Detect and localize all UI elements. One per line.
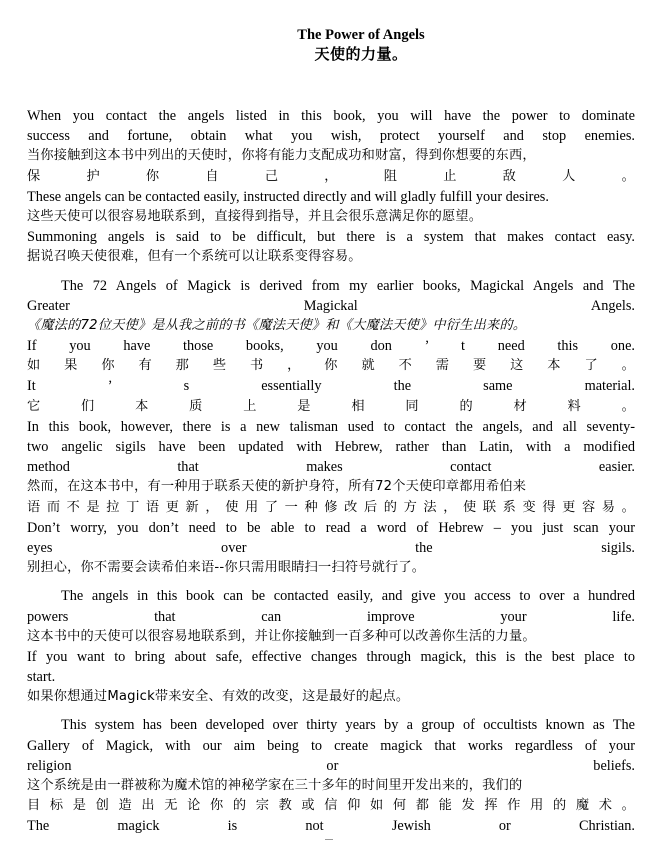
text-line-chinese: 这些天使可以很容易地联系到，直接得到指导，并且会很乐意满足你的愿望。 (27, 208, 483, 224)
text-line-chinese: 它 们 本 质 上 是 相 同 的 材 料 。 (27, 398, 635, 414)
paragraph-gap (27, 707, 635, 715)
text-line: This system has been developed over thirty years by a group of occultists known as The (61, 717, 635, 734)
text-line: method that makes contact easier. (27, 459, 635, 476)
text-line: two angelic sigils have been updated with Hebrew, rather than Latin, with a modified (27, 439, 635, 455)
text-line-chinese: 如 果 你 有 那 些 书 ， 你 就 不 需 要 这 本 了 。 (27, 358, 635, 374)
text-line: In this book, however, there is a new talisman used to contact the angels, and all seventy- (27, 418, 635, 435)
text-line: eyes over the sigils. (27, 539, 635, 556)
text-line-chinese: 目 标 是 创 造 出 无 论 你 的 宗 教 或 信 仰 如 何 都 能 发 挥 作 用 的 魔 术 。 (27, 798, 635, 814)
text-line: start. (27, 669, 56, 686)
text-line-chinese: 保 护 你 自 己 ， 阻 止 敌 人 。 (27, 168, 635, 184)
text-line: If you have those books, you don ’ t need this one. (27, 338, 635, 355)
text-line: Gallery of Magick, with our aim being to create magick that works regardless of your (27, 737, 635, 754)
text-line-chinese: 这本书中的天使可以很容易地联系到，并让你接触到一百多种可以改善你生活的力量。 (27, 628, 536, 644)
text-line: The 72 Angels of Magick is derived from my earlier books, Magickal Angels and The (61, 277, 635, 294)
text-line-chinese: 当你接触到这本书中列出的天使时，你将有能力支配成功和财富，得到你想要的东西， (27, 148, 536, 164)
text-line: religion or beliefs. (27, 757, 635, 774)
text-line-chinese: 如果你想通过Magick带来安全、有效的改变，这是最好的起点。 (27, 689, 410, 705)
document-page (27, 26, 635, 837)
text-line-chinese: 据说召唤天使很难，但有一个系统可以让联系变得容易。 (27, 249, 362, 265)
page-title: The Power of Angels (297, 27, 425, 43)
title-block (87, 26, 635, 65)
text-line-chinese: 这个系统是由一群被称为魔术馆的神秘学家在三十多年的时间里开发出来的，我们的 (27, 778, 523, 793)
text-line: powers that can improve your life. (27, 608, 635, 625)
paragraph-gap (27, 578, 635, 586)
text-line: Greater Magickal Angels. (27, 297, 635, 314)
text-line: It ’ s essentially the same material. (27, 378, 635, 395)
text-line: When you contact the angels listed in this book, you will have the power to dominate (27, 108, 635, 124)
text-line-chinese: 《魔法的72位天使》是从我之前的书《魔法天使》和《大魔法天使》中衍生出来的。 (27, 317, 527, 333)
paragraph-gap (27, 268, 635, 276)
text-line: The magick is not Jewish or Christian. (27, 818, 635, 835)
text-line-chinese: 语 而 不 是 拉 丁 语 更 新 ， 使 用 了 一 种 修 改 后 的 方 法 ， 使 联 系 变 得 更 容 易 。 (27, 499, 635, 515)
text-line: Don’t worry, you don’t need to be able to read a word of Hebrew – you just scan your (27, 519, 635, 536)
text-line: The angels in this book can be contacted easily, and give you access to over a hundred (61, 588, 635, 605)
text-line: success and fortune, obtain what you wish, protect yourself and stop enemies. (27, 128, 635, 145)
document-body (27, 106, 635, 837)
text-line-chinese: 然而，在这本书中，有一种用于联系天使的新护身符，所有72个天使印章都用希伯来 (27, 479, 527, 495)
text-line: Summoning angels is said to be difficult, but there is a system that makes contact easy. (27, 229, 635, 246)
text-line: These angels can be contacted easily, instructed directly and will gladly fulfill your desires. (27, 188, 549, 205)
text-line: If you want to bring about safe, effective changes through magick, this is the best place to (27, 648, 635, 665)
page-title-chinese: 天使的力量。 (314, 47, 408, 63)
text-line-chinese: 别担心，你不需要会读希伯来语--你只需用眼睛扫一扫符号就行了。 (27, 560, 426, 576)
